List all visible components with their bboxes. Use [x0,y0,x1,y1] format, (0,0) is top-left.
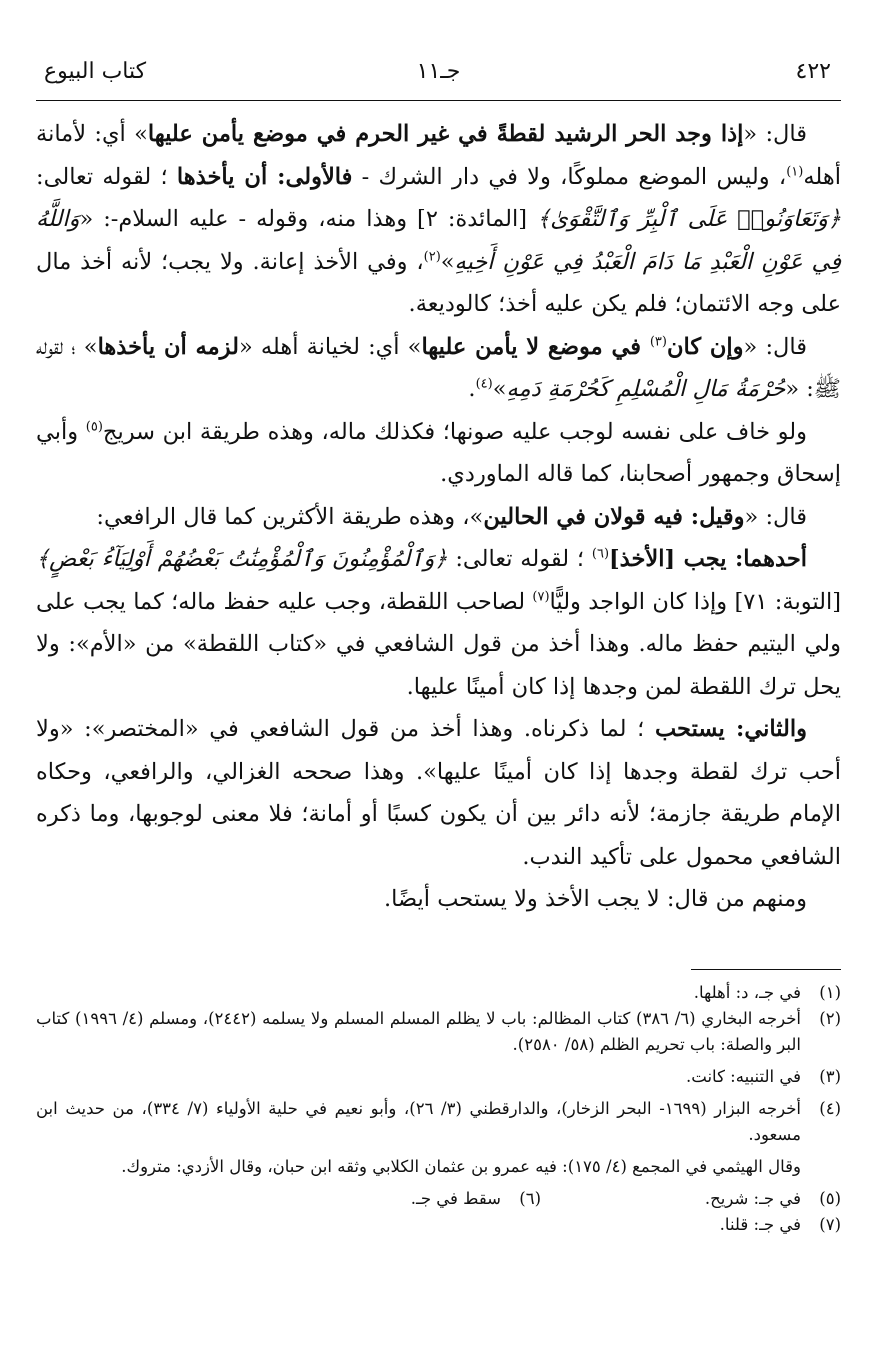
text-run: [المائدة: ٢] وهذا منه، وقوله - عليه السلام-: « [79,206,538,232]
paragraph [36,496,841,539]
footnote-text: في جـ، د: أهلها. [693,982,801,1002]
paragraph [36,538,841,708]
footnote-4-continuation: وقال الهيثمي في المجمع (٤/ ١٧٥): فيه عمرو بن عثمان الكلابي وثقه ابن حبان، وقال الأزدي: متروك. [121,1156,801,1176]
text-run: » ؛ لقوله ﷺ: « [36,333,841,402]
footnote-row-5-6 [36,1186,841,1212]
footnote-6 [241,1186,541,1212]
quoted-matn: إذا وجد الحر الرشيد لقطةً في غير الحرم في موضع يأمن عليها [147,121,744,147]
text-run: قال: « [743,333,807,360]
text-run: قال: « [743,121,807,147]
footnotes [36,980,841,1238]
paragraph [36,878,841,921]
page-number: ٤٢٢ [795,59,831,84]
text-run: ؛ لما ذكرناه. وهذا أخذ من قول الشافعي في «المختصر»: «ولا أحب ترك لقطة وجدها إذا كان أمينًا عليها». وهذا صححه الغزالي، والرافعي، وحكاه الإمام طريقة جازمة؛ لأنه دائر بين أن يكون كسبًا أو أمانة؛ فلا معنى لوجوبها، وما ذكره الشافعي محمول على تأكيد الندب. [36,716,841,870]
footnote-text: في جـ: قلنا. [719,1214,801,1234]
text-run: . [468,376,476,402]
book-page [36,52,841,1352]
footnote-number: (٧) [819,1214,841,1234]
scripture-quote: حُرْمَةُ مَالِ الْمُسْلِمِ كَحُرْمَةِ دَمِهِ [506,376,786,402]
footnote-1 [36,980,841,1006]
main-text [36,113,841,921]
footnote-number: (٥) [819,1188,841,1208]
footnote-number: (٢) [819,1008,841,1028]
text-run: ومنهم من قال: لا يجب الأخذ ولا يستحب أيضًا. [384,886,807,912]
footnote-4 [36,1096,841,1148]
text-run: » [492,376,507,402]
text-run: لصاحب اللقطة، وجب عليه حفظ ماله؛ كما يجب على ولي اليتيم حفظ ماله. وهذا أخذ من قول الشافعي في «كتاب اللقطة» من «الأم»: ولا يحل ترك اللقطة لمن وجدها إذا كان أمينًا عليها. [36,588,841,700]
footnote-7 [36,1212,841,1238]
text-run: ولو خاف على نفسه لوجب عليه صونها؛ فكذلك ماله، وهذه طريقة ابن سريج [102,418,807,445]
quoted-matn: والثاني: يستحب [654,716,808,742]
paragraph [36,326,841,411]
text-run: قال: « [744,503,807,530]
footnote-3 [36,1064,841,1090]
text-run: [التوبة: ٧١] وإذا كان الواجد وليًّا [549,588,842,615]
quoted-matn: لزمه أن يأخذها [97,333,239,360]
footnote-5 [541,1186,841,1212]
footnote-text: أخرجه البزار (١٦٩٩- البحر الزخار)، والدارقطني (٣/ ٢٦)، وأبو نعيم في حلية الأولياء (٧/ ٣٣٤)، من حديث ابن مسعود. [36,1098,802,1144]
text-run: » أي: لخيانة أهله « [238,333,422,360]
text-run: »، وهذه طريقة الأكثرين كما قال الرافعي: [96,503,484,530]
volume-number: جـ١١ [416,59,461,84]
quoted-matn: وإن كان [666,333,744,360]
paragraph [36,113,841,326]
footnote-number: (٤) [819,1098,841,1118]
scripture-quote: وَاللَّهُ فِي عَوْنِ الْعَبْدِ مَا دَامَ الْعَبْدُ فِي عَوْنِ أَخِيهِ [36,206,842,275]
text-run: ، وفي الأخذ إعانة. ولا يجب؛ لأنه أخذ مال على وجه الائتمان؛ فلم يكن عليه أخذ؛ كالوديعة. [36,248,841,317]
footnote-marker: (٤) [475,376,493,392]
text-run: ؛ لقوله تعالى: [447,546,592,572]
text-run: ؛ لقوله تعالى: [36,163,177,190]
quoted-matn: في موضع لا يأمن عليها [421,333,650,360]
footnote-text: سقط في جـ. [410,1188,501,1208]
footnote-marker: (١) [786,164,804,179]
text-run: وأبي إسحاق وجمهور أصحابنا، كما قاله الماوردي. [36,418,841,487]
quoted-matn: أحدهما: يجب [الأخذ] [609,546,807,572]
paragraph [36,411,841,496]
footnote-marker: (٦) [591,546,610,562]
footnote-marker: (٧) [532,589,550,604]
footnote-text: في جـ: شريح. [704,1188,801,1208]
footnote-marker: (٣) [649,334,667,349]
footnote-number: (٣) [819,1066,841,1086]
text-run: » [440,248,455,275]
quoted-matn: وقيل: فيه قولان في الحالين [483,503,745,530]
header-divider [36,100,841,101]
footnote-number: (٦) [519,1188,541,1208]
paragraph [36,708,841,878]
quoted-matn: فالأولى: أن يأخذها [176,163,353,190]
scripture-quote: ﴿وَتَعَاوَنُوا۟ عَلَى ٱلْبِرِّ وَٱلتَّقْوَىٰ﴾ [537,206,841,232]
footnote-divider [691,969,841,970]
footnote-number: (١) [819,982,841,1002]
footnote-2 [36,1006,841,1058]
scripture-quote: ﴿وَٱلْمُؤْمِنُونَ وَٱلْمُؤْمِنَٰتُ بَعْضُهُمْ أَوْلِيَآءُ بَعْضٍ﴾ [36,546,448,572]
footnote-text: في التنبيه: كانت. [686,1066,801,1086]
running-header [36,52,841,92]
footnote-text: أخرجه البخاري (٦/ ٣٨٦) كتاب المظالم: باب لا يظلم المسلم المسلم ولا يسلمه (٢٤٤٢)، ومسلم (٤/ ١٩٩٦) كتاب البر والصلة: باب تحريم الظلم (٥٨/ ٢٥٨٠). [36,1008,801,1054]
footnote-marker: (٢) [423,249,441,264]
footnote-marker: (٥) [85,419,103,434]
book-title: كتاب البيوع [44,59,147,84]
text-run: » أي: لأمانة أهله [36,121,841,190]
text-run: ، وليس الموضع مملوكًا، ولا في دار الشرك - [352,163,787,190]
